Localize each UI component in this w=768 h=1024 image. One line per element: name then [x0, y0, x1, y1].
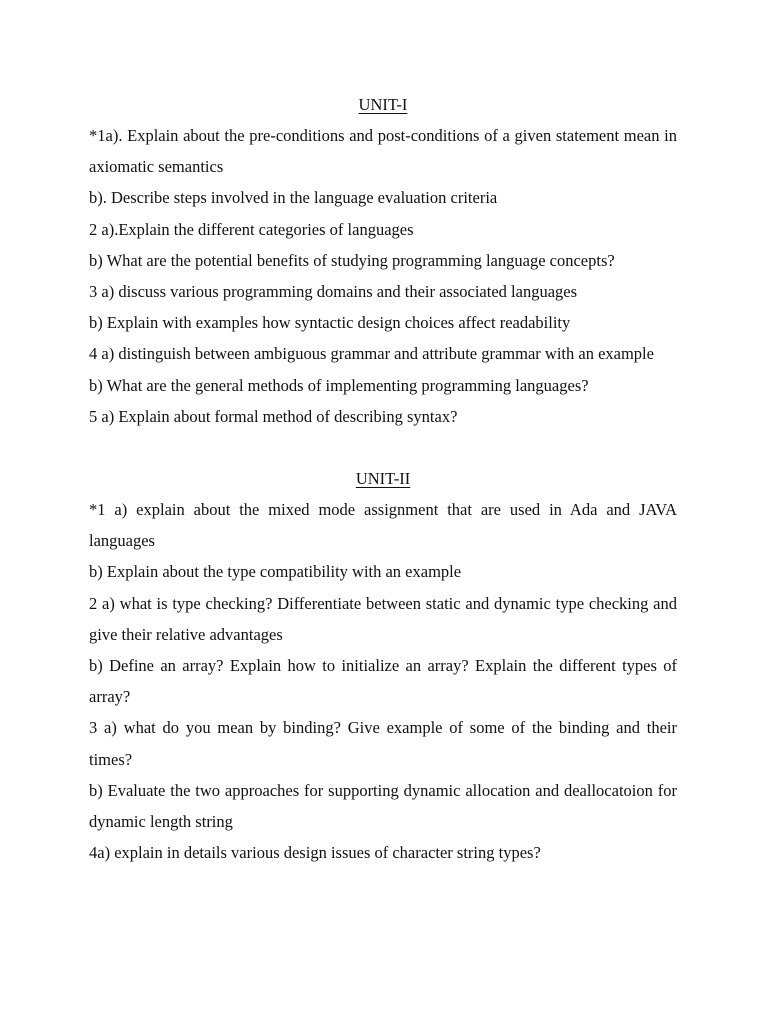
unit-2-question-1b: b) Explain about the type compatibility with an example	[89, 562, 462, 582]
unit-1-question-3a: 3 a) discuss various programming domains and their associated languages	[89, 282, 578, 302]
unit-2-question-3b: b) Evaluate the two approaches for supporting dynamic allocation and deallocatoion for dynamic length string	[89, 780, 677, 832]
unit-2-question-1a: *1 a) explain about the mixed mode assignment that are used in Ada and JAVA languages	[89, 500, 677, 551]
unit-1-question-1b: b). Describe steps involved in the language evaluation criteria	[89, 188, 498, 208]
unit-2-question-3a: 3 a) what do you mean by binding? Give example of some of the binding and their times?	[89, 718, 677, 769]
unit-2-question-2b: b) Define an array? Explain how to initialize an array? Explain the different types of array?	[89, 656, 677, 707]
unit-1-question-4a: 4 a) distinguish between ambiguous grammar and attribute grammar with an example	[89, 344, 654, 364]
unit-1-question-5a: 5 a) Explain about formal method of describing syntax?	[89, 406, 458, 426]
unit-1-question-4b: b) What are the general methods of implementing programming languages?	[89, 375, 589, 395]
unit-1-question-2b: b) What are the potential benefits of studying programming language concepts?	[89, 250, 615, 270]
unit-2-question-2a: 2 a) what is type checking? Differentiate between static and dynamic type checking and give their relative advantages	[89, 593, 677, 644]
unit-1-heading: UNIT-I	[358, 95, 408, 114]
section-gap	[89, 432, 677, 463]
unit-2-heading: UNIT-II	[355, 469, 411, 489]
unit-1-question-2a: 2 a).Explain the different categories of languages	[89, 219, 414, 239]
unit-2-question-4a: 4a) explain in details various design issues of character string types?	[89, 843, 541, 863]
unit-1-question-3b: b) Explain with examples how syntactic design choices affect readability	[89, 313, 571, 333]
document-content	[89, 89, 677, 868]
unit-1-question-1a: *1a). Explain about the pre-conditions and post-conditions of a given statement mean in axiomatic semantics	[89, 126, 677, 177]
